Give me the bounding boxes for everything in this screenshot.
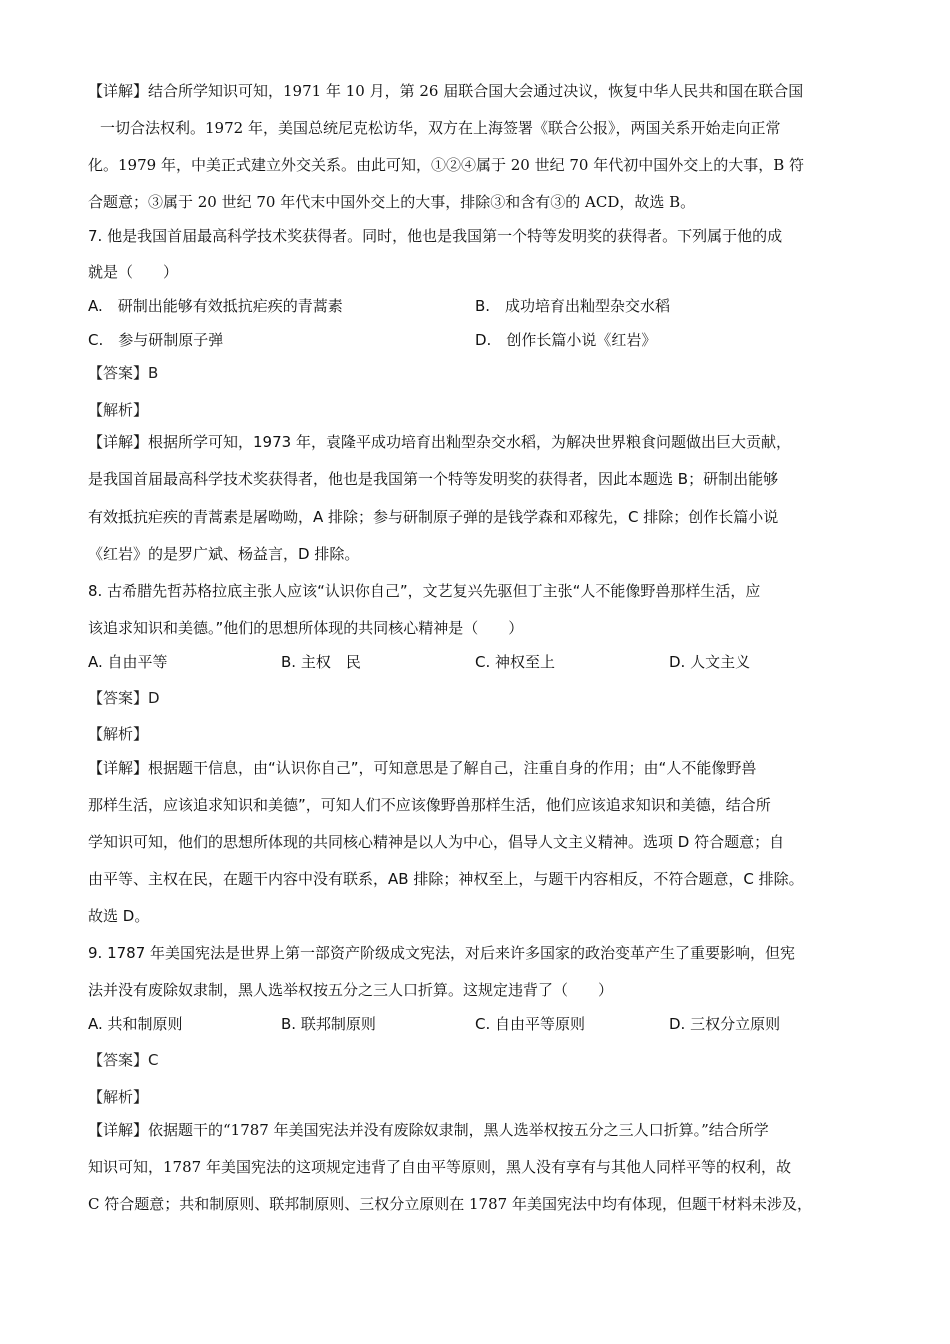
- q9-option-d: D. 三权分立原则: [669, 1015, 781, 1033]
- q6-detail-line-2: 一切合法权利。1972 年，美国总统尼克松访华，双方在上海签署《联合公报》，两国关系开始走向正常: [100, 119, 781, 137]
- q8-answer: 【答案】D: [88, 689, 160, 707]
- q6-detail-line-3: 化。1979 年，中美正式建立外交关系。由此可知，①②④属于 20 世纪 70 年代初中国外交上的大事，B 符: [88, 156, 804, 174]
- q7-detail-line-2: 是我国首届最高科学技术奖获得者，他也是我国第一个特等发明奖的获得者，因此本题选 B；研制出能够: [88, 470, 779, 488]
- q8-detail-line-3: 学知识可知，他们的思想所体现的共同核心精神是以人为中心，倡导人文主义精神。选项 D 符合题意；自: [88, 833, 785, 851]
- q9-option-b: B. 联邦制原则: [281, 1015, 376, 1033]
- q7-option-d: D. 创作长篇小说《红岩》: [475, 331, 657, 349]
- q9-answer: 【答案】C: [88, 1051, 159, 1069]
- q8-option-c: C. 神权至上: [475, 653, 556, 671]
- q7-option-b: B. 成功培育出籼型杂交水稻: [475, 297, 671, 315]
- q8-analysis-label: 【解析】: [88, 725, 149, 743]
- q8-stem-line-2: 该追求知识和美德。”他们的思想所体现的共同核心精神是（ ）: [88, 619, 524, 637]
- q8-option-a: A. 自由平等: [88, 653, 168, 671]
- q6-detail-line-1: 【详解】结合所学知识可知，1971 年 10 月，第 26 届联合国大会通过决议，恢复中华人民共和国在联合国: [88, 82, 804, 100]
- q9-stem-line-1: 9. 1787 年美国宪法是世界上第一部资产阶级成文宪法，对后来许多国家的政治变革产生了重要影响，但宪: [88, 944, 796, 962]
- q7-answer: 【答案】B: [88, 364, 159, 382]
- q7-analysis-label: 【解析】: [88, 401, 149, 419]
- q8-detail-line-1: 【详解】根据题干信息，由“认识你自己”，可知意思是了解自己，注重自身的作用；由“人不能像野兽: [88, 759, 757, 777]
- q9-stem-line-2: 法并没有废除奴隶制，黑人选举权按五分之三人口折算。这规定违背了（ ）: [88, 981, 614, 999]
- q7-stem-line-2: 就是（ ）: [88, 263, 179, 281]
- q7-detail-line-1: 【详解】根据所学可知，1973 年，袁隆平成功培育出籼型杂交水稻，为解决世界粮食问题做出巨大贡献，: [88, 433, 791, 451]
- q8-detail-line-4: 由平等、主权在民，在题干内容中没有联系，AB 排除；神权至上，与题干内容相反，不符合题意，C 排除。: [88, 870, 804, 888]
- q8-stem-line-1: 8. 古希腊先哲苏格拉底主张人应该“认识你自己”，文艺复兴先驱但丁主张“人不能像野兽那样生活，应: [88, 582, 761, 600]
- q7-stem-line-1: 7. 他是我国首届最高科学技术奖获得者。同时，他也是我国第一个特等发明奖的获得者。下列属于他的成: [88, 227, 783, 245]
- q6-detail-line-4: 合题意；③属于 20 世纪 70 年代末中国外交上的大事，排除③和含有③的 ACD，故选 B。: [88, 193, 696, 211]
- q9-detail-line-1: 【详解】依据题干的“1787 年美国宪法并没有废除奴隶制，黑人选举权按五分之三人口折算。”结合所学: [88, 1121, 769, 1139]
- q7-detail-line-3: 有效抵抗疟疾的青蒿素是屠呦呦，A 排除；参与研制原子弹的是钱学森和邓稼先，C 排除；创作长篇小说: [88, 508, 779, 526]
- q9-detail-line-3: C 符合题意；共和制原则、联邦制原则、三权分立原则在 1787 年美国宪法中均有体现，但题干材料未涉及，: [88, 1195, 812, 1213]
- q7-detail-line-4: 《红岩》的是罗广斌、杨益言，D 排除。: [88, 545, 360, 563]
- q8-detail-line-2: 那样生活，应该追求知识和美德”，可知人们不应该像野兽那样生活，他们应该追求知识和美德，结合所: [88, 796, 771, 814]
- q9-option-c: C. 自由平等原则: [475, 1015, 586, 1033]
- q9-option-a: A. 共和制原则: [88, 1015, 183, 1033]
- q8-detail-line-5: 故选 D。: [88, 907, 150, 925]
- q9-detail-line-2: 知识可知，1787 年美国宪法的这项规定违背了自由平等原则，黑人没有享有与其他人同样平等的权利，故: [88, 1158, 791, 1176]
- q8-option-b: B. 主权 民: [281, 653, 361, 671]
- q9-analysis-label: 【解析】: [88, 1088, 149, 1106]
- q7-option-a: A. 研制出能够有效抵抗疟疾的青蒿素: [88, 297, 343, 315]
- q8-option-d: D. 人文主义: [669, 653, 751, 671]
- q7-option-c: C. 参与研制原子弹: [88, 331, 224, 349]
